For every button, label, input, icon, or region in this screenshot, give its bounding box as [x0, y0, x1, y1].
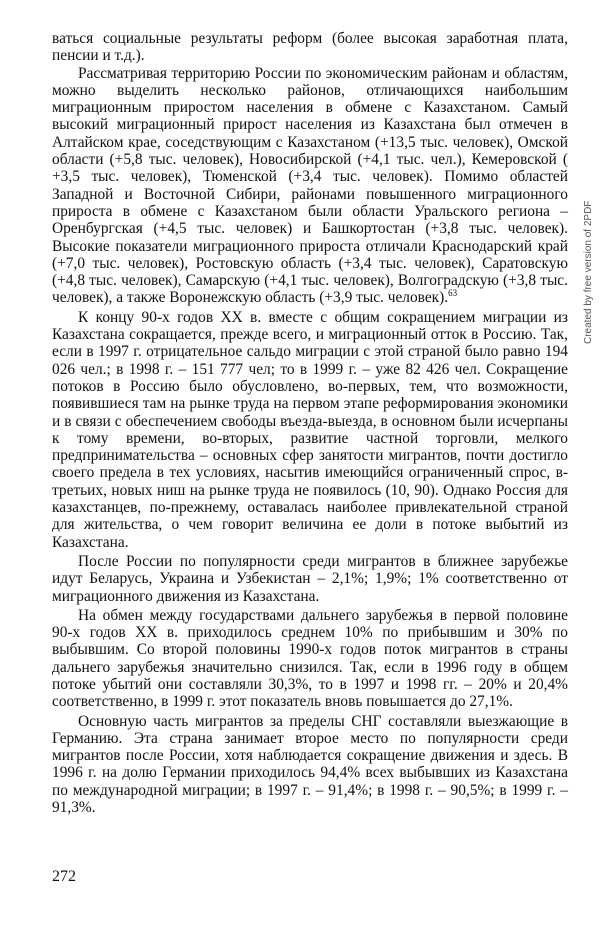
paragraph-germany: Основную часть мигрантов за пределы СНГ составляли выезжающие в Германию. Эта страна занимает второе место по популярности среди мигрантов после России, хотя наблюдается сокращение движения и здесь. В 1996 г. на долю Германии приходилось 94,4% всех выбывших из Казахстана по международной миграции; в 1997 г. – 91,4%; в 1998 г. – 90,5%; в 1999 г. – 91,3%.: [52, 712, 568, 817]
watermark-text: Created by free version of 2PDF: [583, 200, 594, 344]
paragraph-regions: [52, 65, 568, 307]
paragraph-far-abroad: На обмен между государствами дальнего зарубежья в первой половине 90-х годов XX в. приходилось среднем 10% по прибывшим и 30% по выбывшим. Со второй половины 1990-х годов поток мигрантов в страны дальнего зарубежья значительно снизился. Так, если в 1996 году в общем потоке убытий они составляли 30,3%, то в 1997 и 1998 гг. – 20% и 20,4% соответственно, в 1999 г. этот показатель вновь повышается до 27,1%.: [52, 606, 568, 711]
paragraph-nineties: К концу 90-х годов XX в. вместе с общим сокращением миграции из Казахстана сокращается, прежде всего, и миграционный отток в Россию. Так, если в 1997 г. отрицательное сальдо миграции с этой страной было равно 194 026 чел.; в 1998 г. – 151 777 чел; то в 1999 г. – уже 82 426 чел. Сокращение потоков в Россию было обусловлено, во-первых, тем, что возможности, появившиеся там на рынке труда на первом этапе реформирования экономики и в связи с обеспечением свободы въезда-выезда, в основном были исчерпаны к тому времени, во-вторых, развитие частной торговли, мелкого предпринимательства – основных сфер занятости мигрантов, почти достигло своего предела в тех условиях, насытив имеющийся ограниченный спрос, в-третьих, новых ниш на рынке труда не появилось (10, 90). Однако Россия для казахстанцев, по-прежнему, оставалась наиболее привлекательной страной для жительства, о чем говорит величина ее доли в потоке выбытий из Казахстана.: [52, 308, 568, 551]
page-body: [52, 30, 568, 816]
paragraph-regions-text: Рассматривая территорию России по экономическим районам и областям, можно выделить несколько районов, отличающихся наибольшим миграционным приростом населения в обмене с Казахстаном. Самый высокий миграционный прирост населения из Казахстана был отмечен в Алтайском крае, соседствующим с Казахстаном (+13,5 тыс. человек), Омской области (+5,8 тыс. человек), Новосибирской (+4,1 тыс. чел.), Кемеровской ( +3,5 тыс. человек), Тюменской (+3,4 тыс. человек). Помимо областей Западной и Восточной Сибири, районами повышенного миграционного прироста в обмене с Казахстаном были области Уральского региона – Оренбургская (+4,5 тыс. человек) и Башкортостан (+3,8 тыс. человек). Высокие показатели миграционного прироста отличали Краснодарский край (+7,0 тыс. человек), Ростовскую область (+3,4 тыс. человек), Саратовскую (+4,8 тыс. человек), Самарскую (+4,1 тыс. человек), Волгоградскую (+3,8 тыс. человек), а также Воронежскую область (+3,9 тыс. человек).: [52, 64, 568, 307]
paragraph-continuation: ваться социальные результаты реформ (более высокая заработная плата, пенсии и т.д.).: [52, 30, 568, 65]
page-number: 272: [52, 868, 76, 885]
footnote-reference: 63: [448, 288, 458, 299]
paragraph-near-abroad: После России по популярности среди мигрантов в ближнее зарубежье идут Беларусь, Украина и Узбекистан – 2,1%; 1,9%; 1% соответственно от миграционного движения из Казахстана.: [52, 552, 568, 605]
